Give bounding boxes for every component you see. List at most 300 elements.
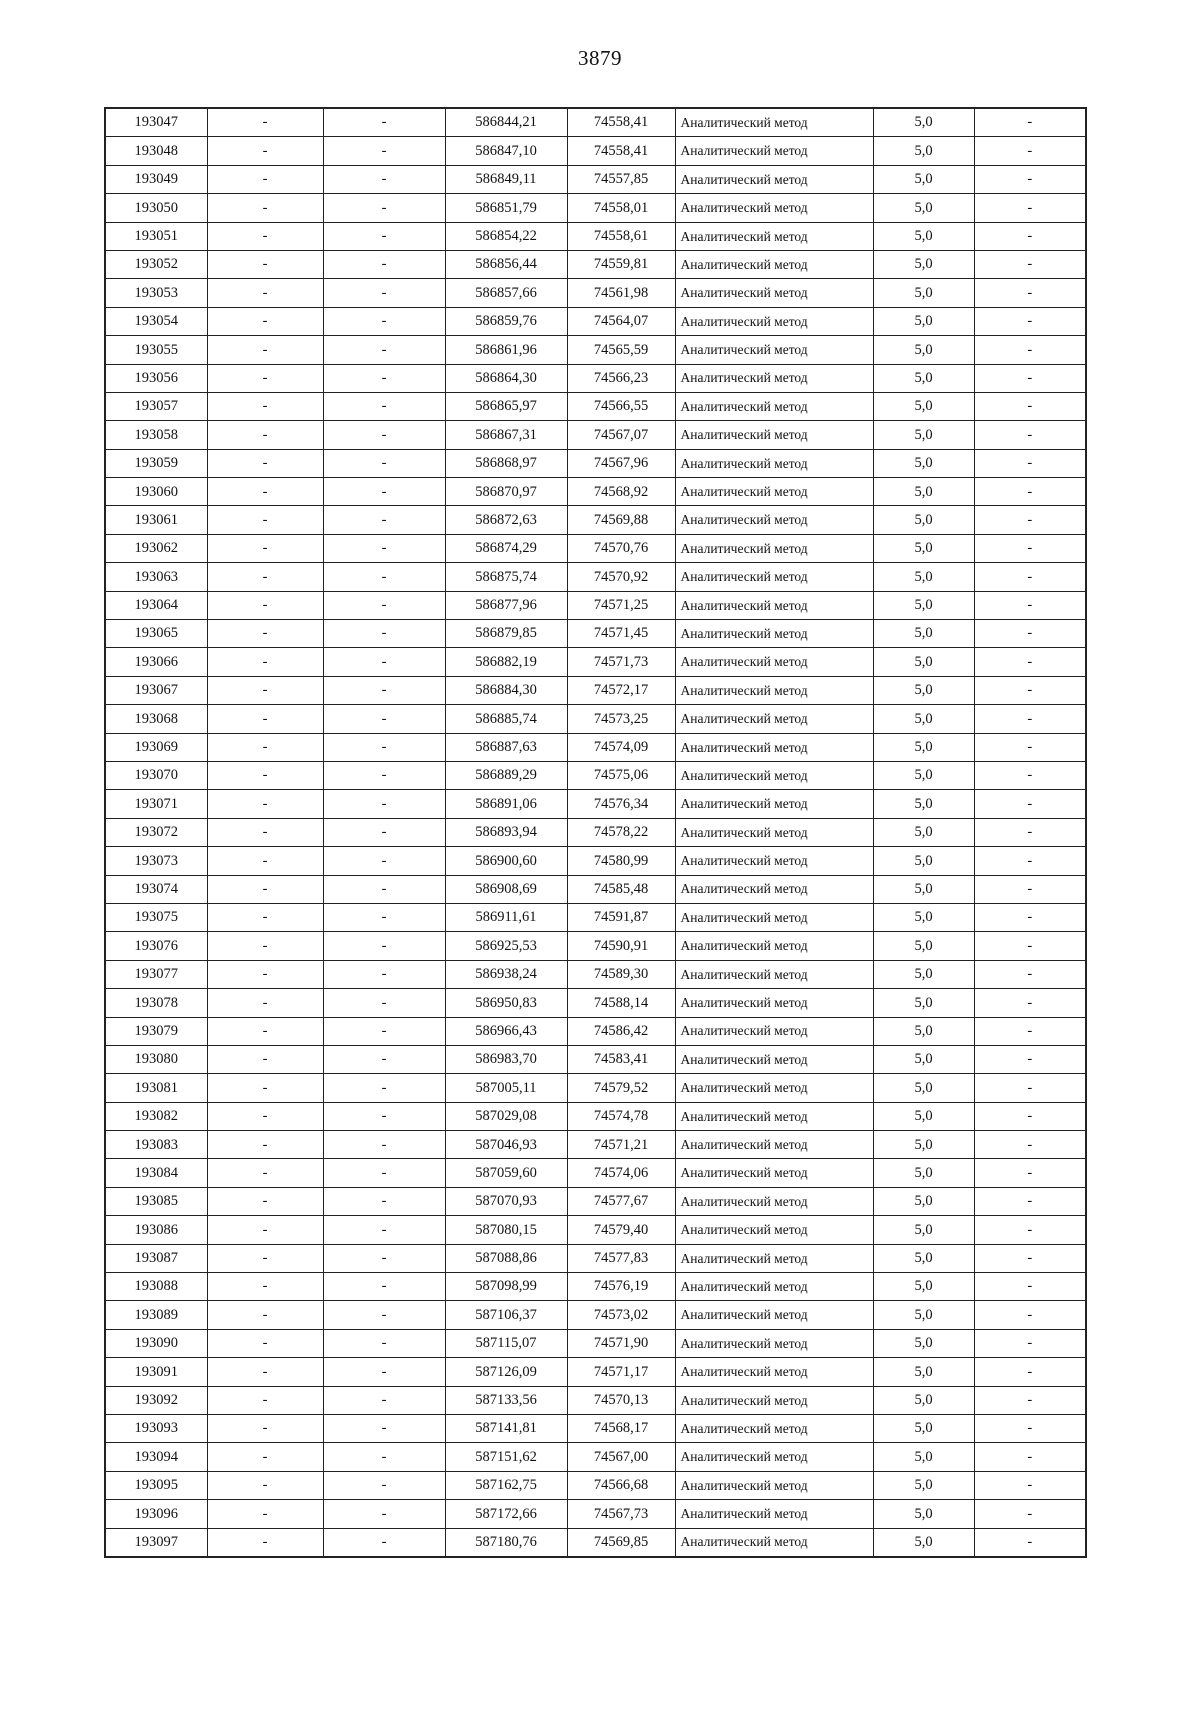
point-number-cell: 193078 [105, 989, 207, 1017]
blank-cell-3: - [974, 534, 1086, 562]
point-number-cell: 193047 [105, 108, 207, 137]
table-row [105, 1273, 1086, 1301]
blank-cell-3: - [974, 1329, 1086, 1357]
x-coordinate-cell: 586864,30 [445, 364, 567, 392]
blank-cell-1: - [207, 591, 323, 619]
point-number-cell: 193086 [105, 1216, 207, 1244]
y-coordinate-cell: 74583,41 [567, 1045, 675, 1073]
blank-cell-3: - [974, 932, 1086, 960]
method-cell: Аналитический метод [675, 1216, 873, 1244]
blank-cell-1: - [207, 1074, 323, 1102]
accuracy-cell: 5,0 [873, 449, 974, 477]
table-row [105, 421, 1086, 449]
y-coordinate-cell: 74571,21 [567, 1131, 675, 1159]
y-coordinate-cell: 74574,06 [567, 1159, 675, 1187]
blank-cell-1: - [207, 1500, 323, 1528]
accuracy-cell: 5,0 [873, 222, 974, 250]
blank-cell-1: - [207, 705, 323, 733]
blank-cell-3: - [974, 222, 1086, 250]
point-number-cell: 193093 [105, 1414, 207, 1442]
y-coordinate-cell: 74567,07 [567, 421, 675, 449]
point-number-cell: 193067 [105, 676, 207, 704]
method-cell: Аналитический метод [675, 1414, 873, 1442]
blank-cell-2: - [323, 705, 445, 733]
blank-cell-2: - [323, 960, 445, 988]
accuracy-cell: 5,0 [873, 591, 974, 619]
accuracy-cell: 5,0 [873, 250, 974, 278]
point-number-cell: 193077 [105, 960, 207, 988]
point-number-cell: 193055 [105, 336, 207, 364]
method-cell: Аналитический метод [675, 1386, 873, 1414]
point-number-cell: 193050 [105, 194, 207, 222]
method-cell: Аналитический метод [675, 1500, 873, 1528]
blank-cell-3: - [974, 903, 1086, 931]
blank-cell-3: - [974, 705, 1086, 733]
x-coordinate-cell: 587133,56 [445, 1386, 567, 1414]
accuracy-cell: 5,0 [873, 761, 974, 789]
accuracy-cell: 5,0 [873, 506, 974, 534]
blank-cell-2: - [323, 1443, 445, 1471]
x-coordinate-cell: 587115,07 [445, 1329, 567, 1357]
x-coordinate-cell: 586874,29 [445, 534, 567, 562]
y-coordinate-cell: 74569,85 [567, 1528, 675, 1557]
y-coordinate-cell: 74567,73 [567, 1500, 675, 1528]
table-row [105, 1216, 1086, 1244]
blank-cell-3: - [974, 307, 1086, 335]
point-number-cell: 193073 [105, 847, 207, 875]
method-cell: Аналитический метод [675, 989, 873, 1017]
method-cell: Аналитический метод [675, 705, 873, 733]
blank-cell-1: - [207, 761, 323, 789]
point-number-cell: 193064 [105, 591, 207, 619]
method-cell: Аналитический метод [675, 279, 873, 307]
y-coordinate-cell: 74558,41 [567, 108, 675, 137]
method-cell: Аналитический метод [675, 563, 873, 591]
method-cell: Аналитический метод [675, 108, 873, 137]
table-row [105, 250, 1086, 278]
x-coordinate-cell: 587005,11 [445, 1074, 567, 1102]
point-number-cell: 193095 [105, 1471, 207, 1499]
x-coordinate-cell: 586877,96 [445, 591, 567, 619]
point-number-cell: 193090 [105, 1329, 207, 1357]
blank-cell-2: - [323, 1102, 445, 1130]
point-number-cell: 193074 [105, 875, 207, 903]
table-row [105, 336, 1086, 364]
blank-cell-2: - [323, 250, 445, 278]
y-coordinate-cell: 74580,99 [567, 847, 675, 875]
coordinates-table [104, 107, 1087, 1558]
x-coordinate-cell: 586870,97 [445, 478, 567, 506]
point-number-cell: 193049 [105, 165, 207, 193]
method-cell: Аналитический метод [675, 903, 873, 931]
blank-cell-3: - [974, 733, 1086, 761]
accuracy-cell: 5,0 [873, 733, 974, 761]
accuracy-cell: 5,0 [873, 875, 974, 903]
point-number-cell: 193053 [105, 279, 207, 307]
y-coordinate-cell: 74571,45 [567, 620, 675, 648]
blank-cell-1: - [207, 1471, 323, 1499]
blank-cell-3: - [974, 449, 1086, 477]
x-coordinate-cell: 586925,53 [445, 932, 567, 960]
x-coordinate-cell: 586879,85 [445, 620, 567, 648]
x-coordinate-cell: 587029,08 [445, 1102, 567, 1130]
method-cell: Аналитический метод [675, 222, 873, 250]
accuracy-cell: 5,0 [873, 989, 974, 1017]
blank-cell-3: - [974, 108, 1086, 137]
blank-cell-2: - [323, 108, 445, 137]
method-cell: Аналитический метод [675, 506, 873, 534]
blank-cell-3: - [974, 364, 1086, 392]
x-coordinate-cell: 586865,97 [445, 392, 567, 420]
method-cell: Аналитический метод [675, 932, 873, 960]
blank-cell-3: - [974, 336, 1086, 364]
point-number-cell: 193048 [105, 137, 207, 165]
point-number-cell: 193094 [105, 1443, 207, 1471]
table-row [105, 903, 1086, 931]
table-row [105, 449, 1086, 477]
x-coordinate-cell: 586854,22 [445, 222, 567, 250]
table-row [105, 1443, 1086, 1471]
point-number-cell: 193083 [105, 1131, 207, 1159]
point-number-cell: 193079 [105, 1017, 207, 1045]
accuracy-cell: 5,0 [873, 705, 974, 733]
x-coordinate-cell: 587162,75 [445, 1471, 567, 1499]
method-cell: Аналитический метод [675, 534, 873, 562]
point-number-cell: 193065 [105, 620, 207, 648]
blank-cell-3: - [974, 1244, 1086, 1272]
y-coordinate-cell: 74578,22 [567, 818, 675, 846]
blank-cell-1: - [207, 336, 323, 364]
accuracy-cell: 5,0 [873, 1414, 974, 1442]
blank-cell-2: - [323, 790, 445, 818]
y-coordinate-cell: 74573,25 [567, 705, 675, 733]
accuracy-cell: 5,0 [873, 1102, 974, 1130]
blank-cell-2: - [323, 761, 445, 789]
accuracy-cell: 5,0 [873, 648, 974, 676]
table-row [105, 478, 1086, 506]
y-coordinate-cell: 74572,17 [567, 676, 675, 704]
blank-cell-1: - [207, 165, 323, 193]
accuracy-cell: 5,0 [873, 1273, 974, 1301]
table-row [105, 790, 1086, 818]
table-row [105, 676, 1086, 704]
blank-cell-3: - [974, 1528, 1086, 1557]
accuracy-cell: 5,0 [873, 1216, 974, 1244]
blank-cell-2: - [323, 1301, 445, 1329]
blank-cell-2: - [323, 1471, 445, 1499]
x-coordinate-cell: 586983,70 [445, 1045, 567, 1073]
accuracy-cell: 5,0 [873, 1131, 974, 1159]
blank-cell-3: - [974, 506, 1086, 534]
blank-cell-2: - [323, 1528, 445, 1557]
blank-cell-1: - [207, 1102, 323, 1130]
accuracy-cell: 5,0 [873, 1244, 974, 1272]
x-coordinate-cell: 586861,96 [445, 336, 567, 364]
table-row [105, 960, 1086, 988]
y-coordinate-cell: 74588,14 [567, 989, 675, 1017]
point-number-cell: 193071 [105, 790, 207, 818]
accuracy-cell: 5,0 [873, 421, 974, 449]
table-row [105, 1074, 1086, 1102]
x-coordinate-cell: 586891,06 [445, 790, 567, 818]
blank-cell-1: - [207, 1017, 323, 1045]
table-row [105, 1102, 1086, 1130]
accuracy-cell: 5,0 [873, 1358, 974, 1386]
table-row [105, 1358, 1086, 1386]
x-coordinate-cell: 586857,66 [445, 279, 567, 307]
table-row [105, 733, 1086, 761]
point-number-cell: 193087 [105, 1244, 207, 1272]
method-cell: Аналитический метод [675, 591, 873, 619]
x-coordinate-cell: 587080,15 [445, 1216, 567, 1244]
blank-cell-1: - [207, 449, 323, 477]
blank-cell-2: - [323, 307, 445, 335]
accuracy-cell: 5,0 [873, 932, 974, 960]
y-coordinate-cell: 74574,78 [567, 1102, 675, 1130]
accuracy-cell: 5,0 [873, 279, 974, 307]
blank-cell-3: - [974, 875, 1086, 903]
blank-cell-2: - [323, 1131, 445, 1159]
blank-cell-2: - [323, 903, 445, 931]
y-coordinate-cell: 74576,34 [567, 790, 675, 818]
y-coordinate-cell: 74567,00 [567, 1443, 675, 1471]
y-coordinate-cell: 74570,92 [567, 563, 675, 591]
method-cell: Аналитический метод [675, 1131, 873, 1159]
blank-cell-3: - [974, 1386, 1086, 1414]
blank-cell-3: - [974, 1301, 1086, 1329]
accuracy-cell: 5,0 [873, 165, 974, 193]
x-coordinate-cell: 587151,62 [445, 1443, 567, 1471]
blank-cell-3: - [974, 1017, 1086, 1045]
blank-cell-1: - [207, 875, 323, 903]
blank-cell-1: - [207, 1159, 323, 1187]
method-cell: Аналитический метод [675, 1045, 873, 1073]
table-row [105, 705, 1086, 733]
method-cell: Аналитический метод [675, 1471, 873, 1499]
accuracy-cell: 5,0 [873, 620, 974, 648]
blank-cell-1: - [207, 1443, 323, 1471]
y-coordinate-cell: 74566,23 [567, 364, 675, 392]
blank-cell-1: - [207, 1414, 323, 1442]
blank-cell-1: - [207, 1216, 323, 1244]
blank-cell-1: - [207, 733, 323, 761]
blank-cell-2: - [323, 818, 445, 846]
blank-cell-3: - [974, 165, 1086, 193]
table-row [105, 591, 1086, 619]
accuracy-cell: 5,0 [873, 194, 974, 222]
table-row [105, 1045, 1086, 1073]
blank-cell-1: - [207, 648, 323, 676]
x-coordinate-cell: 586868,97 [445, 449, 567, 477]
x-coordinate-cell: 586859,76 [445, 307, 567, 335]
blank-cell-2: - [323, 676, 445, 704]
blank-cell-3: - [974, 250, 1086, 278]
y-coordinate-cell: 74568,92 [567, 478, 675, 506]
blank-cell-2: - [323, 1216, 445, 1244]
y-coordinate-cell: 74561,98 [567, 279, 675, 307]
blank-cell-3: - [974, 676, 1086, 704]
blank-cell-1: - [207, 1273, 323, 1301]
blank-cell-3: - [974, 818, 1086, 846]
y-coordinate-cell: 74579,52 [567, 1074, 675, 1102]
blank-cell-1: - [207, 279, 323, 307]
blank-cell-1: - [207, 1045, 323, 1073]
table-row [105, 1131, 1086, 1159]
x-coordinate-cell: 586851,79 [445, 194, 567, 222]
blank-cell-1: - [207, 421, 323, 449]
accuracy-cell: 5,0 [873, 1045, 974, 1073]
blank-cell-2: - [323, 1500, 445, 1528]
blank-cell-1: - [207, 1131, 323, 1159]
blank-cell-3: - [974, 761, 1086, 789]
y-coordinate-cell: 74589,30 [567, 960, 675, 988]
method-cell: Аналитический метод [675, 847, 873, 875]
accuracy-cell: 5,0 [873, 1017, 974, 1045]
blank-cell-2: - [323, 1244, 445, 1272]
table-row [105, 1500, 1086, 1528]
method-cell: Аналитический метод [675, 1074, 873, 1102]
blank-cell-1: - [207, 563, 323, 591]
blank-cell-2: - [323, 1329, 445, 1357]
blank-cell-1: - [207, 364, 323, 392]
table-row [105, 1414, 1086, 1442]
y-coordinate-cell: 74579,40 [567, 1216, 675, 1244]
table-row [105, 392, 1086, 420]
blank-cell-1: - [207, 1301, 323, 1329]
blank-cell-1: - [207, 534, 323, 562]
blank-cell-2: - [323, 1045, 445, 1073]
blank-cell-2: - [323, 364, 445, 392]
table-row [105, 1329, 1086, 1357]
blank-cell-1: - [207, 250, 323, 278]
point-number-cell: 193096 [105, 1500, 207, 1528]
blank-cell-2: - [323, 194, 445, 222]
method-cell: Аналитический метод [675, 336, 873, 364]
accuracy-cell: 5,0 [873, 1329, 974, 1357]
x-coordinate-cell: 587106,37 [445, 1301, 567, 1329]
blank-cell-1: - [207, 620, 323, 648]
x-coordinate-cell: 587059,60 [445, 1159, 567, 1187]
table-row [105, 1017, 1086, 1045]
method-cell: Аналитический метод [675, 1528, 873, 1557]
method-cell: Аналитический метод [675, 818, 873, 846]
accuracy-cell: 5,0 [873, 960, 974, 988]
blank-cell-2: - [323, 1358, 445, 1386]
blank-cell-3: - [974, 960, 1086, 988]
y-coordinate-cell: 74566,55 [567, 392, 675, 420]
x-coordinate-cell: 587126,09 [445, 1358, 567, 1386]
method-cell: Аналитический метод [675, 392, 873, 420]
y-coordinate-cell: 74558,41 [567, 137, 675, 165]
method-cell: Аналитический метод [675, 1244, 873, 1272]
method-cell: Аналитический метод [675, 1102, 873, 1130]
method-cell: Аналитический метод [675, 648, 873, 676]
accuracy-cell: 5,0 [873, 1443, 974, 1471]
blank-cell-2: - [323, 989, 445, 1017]
table-row [105, 137, 1086, 165]
blank-cell-2: - [323, 620, 445, 648]
point-number-cell: 193091 [105, 1358, 207, 1386]
y-coordinate-cell: 74585,48 [567, 875, 675, 903]
blank-cell-2: - [323, 506, 445, 534]
blank-cell-2: - [323, 875, 445, 903]
table-row [105, 194, 1086, 222]
y-coordinate-cell: 74586,42 [567, 1017, 675, 1045]
x-coordinate-cell: 586867,31 [445, 421, 567, 449]
table-row [105, 620, 1086, 648]
point-number-cell: 193056 [105, 364, 207, 392]
blank-cell-3: - [974, 1471, 1086, 1499]
blank-cell-2: - [323, 591, 445, 619]
y-coordinate-cell: 74558,01 [567, 194, 675, 222]
table-row [105, 1301, 1086, 1329]
blank-cell-2: - [323, 392, 445, 420]
accuracy-cell: 5,0 [873, 790, 974, 818]
blank-cell-1: - [207, 137, 323, 165]
x-coordinate-cell: 587088,86 [445, 1244, 567, 1272]
table-row [105, 1528, 1086, 1557]
blank-cell-2: - [323, 1273, 445, 1301]
blank-cell-3: - [974, 1045, 1086, 1073]
x-coordinate-cell: 586938,24 [445, 960, 567, 988]
blank-cell-1: - [207, 960, 323, 988]
accuracy-cell: 5,0 [873, 818, 974, 846]
accuracy-cell: 5,0 [873, 1528, 974, 1557]
accuracy-cell: 5,0 [873, 478, 974, 506]
x-coordinate-cell: 586849,11 [445, 165, 567, 193]
point-number-cell: 193061 [105, 506, 207, 534]
x-coordinate-cell: 586856,44 [445, 250, 567, 278]
accuracy-cell: 5,0 [873, 1159, 974, 1187]
x-coordinate-cell: 587141,81 [445, 1414, 567, 1442]
point-number-cell: 193066 [105, 648, 207, 676]
method-cell: Аналитический метод [675, 1017, 873, 1045]
y-coordinate-cell: 74571,90 [567, 1329, 675, 1357]
x-coordinate-cell: 586885,74 [445, 705, 567, 733]
blank-cell-2: - [323, 449, 445, 477]
accuracy-cell: 5,0 [873, 563, 974, 591]
accuracy-cell: 5,0 [873, 392, 974, 420]
blank-cell-3: - [974, 591, 1086, 619]
blank-cell-2: - [323, 421, 445, 449]
point-number-cell: 193075 [105, 903, 207, 931]
y-coordinate-cell: 74570,76 [567, 534, 675, 562]
blank-cell-1: - [207, 676, 323, 704]
y-coordinate-cell: 74590,91 [567, 932, 675, 960]
y-coordinate-cell: 74567,96 [567, 449, 675, 477]
blank-cell-3: - [974, 847, 1086, 875]
x-coordinate-cell: 586893,94 [445, 818, 567, 846]
method-cell: Аналитический метод [675, 250, 873, 278]
method-cell: Аналитический метод [675, 1273, 873, 1301]
point-number-cell: 193072 [105, 818, 207, 846]
point-number-cell: 193088 [105, 1273, 207, 1301]
y-coordinate-cell: 74570,13 [567, 1386, 675, 1414]
blank-cell-3: - [974, 1102, 1086, 1130]
method-cell: Аналитический метод [675, 620, 873, 648]
y-coordinate-cell: 74571,73 [567, 648, 675, 676]
point-number-cell: 193085 [105, 1187, 207, 1215]
table-row [105, 563, 1086, 591]
x-coordinate-cell: 586950,83 [445, 989, 567, 1017]
blank-cell-2: - [323, 137, 445, 165]
point-number-cell: 193097 [105, 1528, 207, 1557]
point-number-cell: 193060 [105, 478, 207, 506]
accuracy-cell: 5,0 [873, 1187, 974, 1215]
accuracy-cell: 5,0 [873, 903, 974, 931]
blank-cell-3: - [974, 392, 1086, 420]
table-row [105, 222, 1086, 250]
